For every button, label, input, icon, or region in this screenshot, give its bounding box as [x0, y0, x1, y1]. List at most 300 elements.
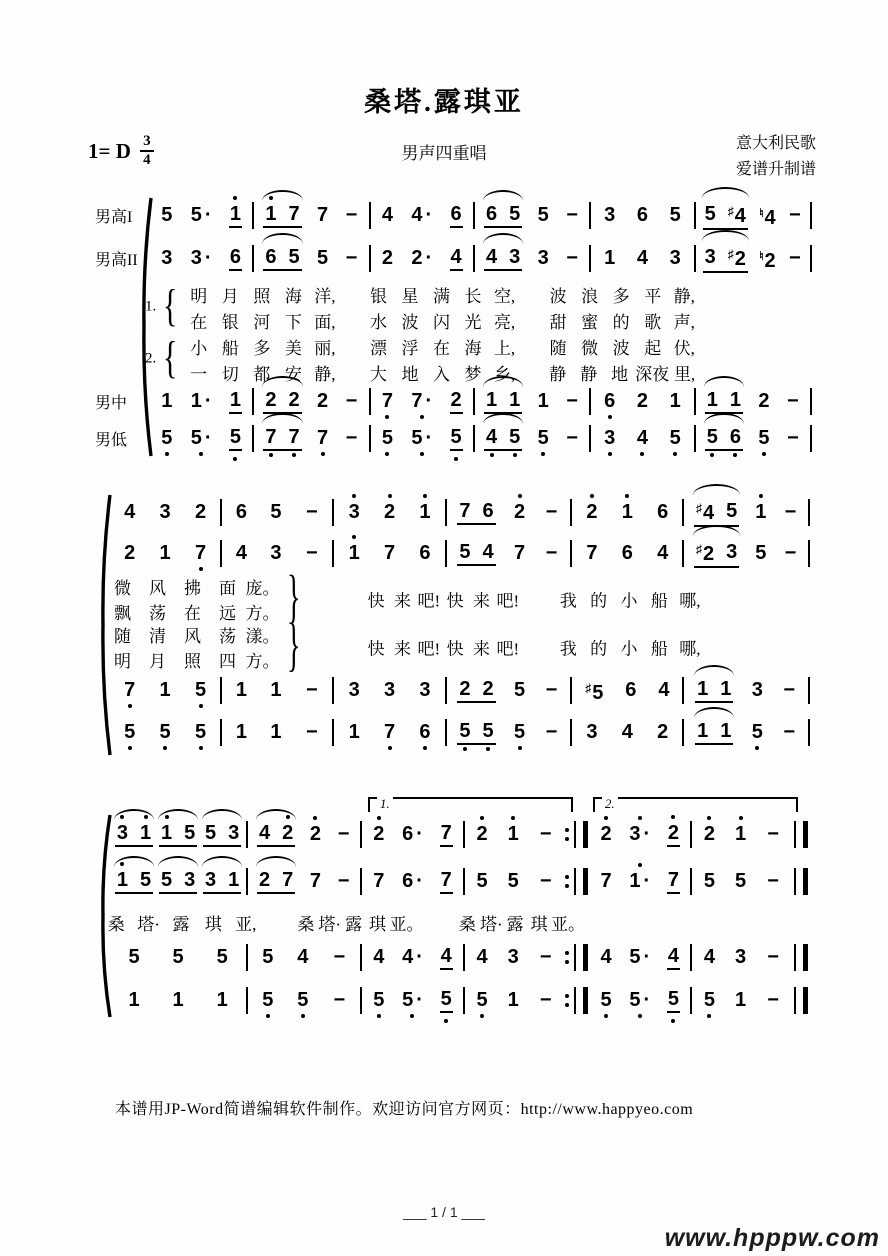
accidental: ♯	[727, 247, 734, 261]
note-group	[484, 203, 522, 228]
note	[450, 426, 463, 451]
barline	[682, 499, 684, 526]
note	[309, 870, 322, 892]
lyric-syllable: 安	[284, 365, 302, 384]
note-number: 7	[384, 721, 396, 743]
note	[383, 542, 396, 564]
octave-dot-below	[388, 746, 392, 750]
note	[190, 427, 213, 449]
note	[507, 946, 520, 968]
note-number: 1	[604, 247, 616, 269]
barline	[463, 868, 465, 895]
augmentation-dot: ·	[643, 870, 651, 892]
note	[309, 823, 322, 845]
note-number: 2	[194, 501, 207, 523]
dash: −	[545, 720, 558, 743]
barline	[570, 719, 572, 746]
note	[458, 500, 471, 522]
note-number: 1	[265, 202, 277, 225]
note-number: 5	[159, 721, 171, 743]
note	[600, 946, 613, 968]
note-number: 1	[229, 202, 241, 225]
measure	[686, 497, 806, 527]
note	[123, 542, 136, 564]
octave-dot-below	[301, 1014, 305, 1018]
note	[636, 427, 649, 449]
volta-label: 1.	[377, 797, 393, 811]
refrain-row	[363, 587, 521, 612]
note	[628, 989, 651, 1011]
lyric-row	[105, 574, 280, 599]
note-number: 5	[450, 425, 462, 448]
time-denominator: 4	[143, 152, 151, 168]
octave-dot-above	[120, 815, 124, 819]
note-number: 3	[751, 679, 763, 701]
note	[401, 870, 424, 892]
note	[264, 389, 277, 411]
repeat-dots	[565, 994, 569, 1007]
note-number: 1	[507, 823, 519, 845]
final-barline	[792, 868, 810, 895]
barline	[682, 677, 684, 704]
note	[458, 541, 471, 563]
lyric-syllable: 的	[612, 313, 630, 332]
measure	[256, 426, 366, 451]
note	[485, 426, 498, 448]
note-number: 2	[411, 247, 423, 269]
note	[725, 541, 738, 563]
note-group	[703, 243, 748, 273]
lyric-syllable: 吧!	[417, 639, 441, 659]
lyric-syllable: 随	[549, 339, 567, 358]
note	[725, 500, 738, 522]
note	[264, 426, 277, 448]
voice-line	[112, 497, 812, 527]
lyric-phrase	[542, 360, 700, 385]
note	[508, 246, 521, 268]
note-number: 7	[440, 868, 452, 891]
slur-arc	[202, 856, 242, 867]
note	[636, 247, 649, 269]
note-group	[484, 426, 522, 451]
note-number: 4	[703, 946, 715, 968]
note	[667, 945, 680, 970]
note-number: 1	[621, 501, 633, 523]
note	[160, 390, 173, 412]
measure	[112, 946, 244, 968]
measure	[373, 246, 471, 271]
barline	[360, 987, 362, 1014]
barline	[589, 245, 591, 272]
note	[507, 870, 520, 892]
lyric-syllable: 里,	[673, 365, 696, 384]
augmentation-dot: ·	[425, 204, 433, 226]
note	[281, 822, 294, 844]
barline	[332, 499, 334, 526]
note	[288, 389, 301, 411]
dash: −	[566, 203, 578, 226]
lyric-syllable: 波	[612, 339, 630, 358]
lyric-phrase	[363, 360, 521, 385]
lyric-syllable: 风	[184, 627, 201, 646]
lyric-syllable: 切	[221, 365, 239, 384]
note-number: 1	[229, 388, 241, 411]
voice-line	[112, 942, 812, 972]
origin-credit: 意大利民歌	[735, 135, 816, 152]
note	[204, 822, 217, 844]
repeat-barline	[565, 987, 590, 1014]
note-number: 3	[509, 245, 521, 268]
barline	[589, 388, 591, 415]
measure	[336, 679, 442, 701]
octave-dot-below	[673, 452, 677, 456]
final-barline	[792, 944, 810, 971]
measure	[449, 678, 569, 703]
note-number: 4	[658, 679, 670, 701]
note	[190, 390, 213, 412]
note	[628, 946, 651, 968]
lyric-row	[105, 622, 280, 647]
repeat-dots	[565, 951, 569, 964]
note-group	[695, 678, 733, 703]
voice-line	[112, 717, 812, 747]
note	[513, 542, 526, 564]
voice-line	[112, 866, 812, 896]
note	[508, 426, 521, 448]
measure	[112, 501, 218, 523]
augmentation-dot: ·	[425, 390, 433, 412]
note	[261, 946, 274, 968]
note-number: 4	[411, 204, 423, 226]
note	[703, 870, 716, 892]
lyric-syllable: 起	[644, 339, 662, 358]
note	[537, 427, 550, 449]
key-label: 1= D	[88, 138, 131, 163]
barline	[690, 944, 692, 971]
note	[513, 679, 526, 701]
dash: −	[767, 945, 779, 968]
note-number: 1	[669, 390, 681, 412]
note-group	[484, 389, 522, 414]
note	[513, 721, 526, 743]
octave-dot-below	[480, 1014, 484, 1018]
octave-dot-below	[163, 746, 167, 750]
note	[123, 679, 136, 701]
thin-bar	[574, 944, 576, 971]
thick-bar	[583, 868, 588, 895]
note-number: 5	[316, 247, 329, 269]
lyric-syllable: 桑	[297, 915, 315, 934]
note	[636, 204, 649, 226]
slur-arc	[694, 707, 734, 718]
octave-dot-below	[640, 452, 644, 456]
note-number: 5	[629, 989, 641, 1011]
note-group	[695, 720, 733, 745]
note-number: 4	[667, 944, 679, 967]
note	[383, 679, 396, 701]
dash: −	[783, 720, 796, 743]
note-number: 5	[514, 721, 526, 743]
note	[703, 989, 716, 1011]
note-group	[263, 389, 301, 414]
note-number: 5	[459, 540, 471, 563]
time-numerator: 3	[143, 133, 151, 149]
note	[476, 823, 489, 845]
note	[288, 426, 301, 448]
measure	[574, 501, 680, 523]
note-number: 5	[476, 870, 488, 892]
octave-dot-above	[638, 816, 642, 820]
note-number: 3	[586, 721, 598, 743]
dash: −	[789, 203, 801, 226]
note	[440, 988, 453, 1013]
barline	[332, 540, 334, 567]
note-group	[263, 246, 301, 271]
voice-line	[152, 423, 814, 453]
note-number: 4	[636, 427, 648, 449]
measure	[250, 822, 358, 847]
note-number: 5	[140, 868, 152, 891]
lyric-syllable: 来	[472, 591, 490, 611]
lyric-syllable: 静,	[314, 365, 336, 384]
thin-bar	[794, 821, 796, 848]
note-number: 5	[124, 721, 136, 743]
measure	[364, 945, 460, 970]
note	[159, 721, 172, 743]
octave-dot-below	[755, 746, 759, 750]
dash: −	[305, 500, 318, 523]
lyric-phrase	[294, 910, 424, 935]
lyric-syllable: 多	[253, 339, 271, 358]
note	[296, 946, 309, 968]
note	[584, 677, 604, 704]
note-group	[203, 822, 241, 847]
thin-bar	[794, 987, 796, 1014]
lyric-syllable: 清	[149, 627, 166, 646]
lyric-syllable: 银	[221, 313, 239, 332]
note	[127, 989, 140, 1011]
note-number: 7	[586, 542, 598, 564]
octave-dot-below	[420, 452, 424, 456]
note-number: 1	[172, 989, 184, 1011]
note	[216, 946, 229, 968]
note-number: 1	[270, 721, 282, 743]
lyric-phrase	[363, 334, 521, 359]
note-number: 5	[758, 427, 770, 449]
note-number: 2	[384, 501, 396, 523]
measure	[250, 869, 358, 894]
barline	[810, 245, 812, 272]
note	[372, 946, 385, 968]
note	[669, 427, 682, 449]
lyric-syllable: 上,	[493, 339, 516, 358]
note	[381, 427, 394, 449]
lyric-phrase	[542, 334, 700, 359]
note	[734, 870, 747, 892]
slur-arc	[483, 233, 523, 244]
measure	[112, 679, 218, 701]
barline	[570, 677, 572, 704]
note	[600, 823, 613, 845]
measure	[449, 720, 569, 745]
lyric-syllable: 远	[219, 604, 236, 623]
note-number: 2	[288, 388, 300, 411]
note-number: 2	[764, 249, 776, 272]
note-number: 4	[297, 946, 309, 968]
volta-label: 2.	[602, 797, 618, 811]
note-number: 5	[704, 202, 716, 225]
lyric-pair	[105, 613, 765, 679]
note-group	[457, 678, 495, 703]
thick-bar	[583, 987, 588, 1014]
note-number: 4	[373, 946, 385, 968]
note	[172, 989, 185, 1011]
measure	[373, 203, 471, 228]
note-number: 1	[755, 501, 767, 523]
accidental: ♯	[727, 204, 734, 218]
barline	[332, 719, 334, 746]
note	[418, 501, 431, 523]
dash: −	[305, 678, 318, 701]
octave-dot-below	[377, 1014, 381, 1018]
note-number: 5	[669, 427, 681, 449]
dash: −	[784, 500, 797, 523]
note-number: 6	[235, 501, 248, 523]
note	[585, 501, 598, 523]
lyric-syllable: 照	[184, 652, 201, 671]
octave-dot-above	[671, 815, 675, 819]
note-number: 7	[381, 390, 393, 412]
dash: −	[789, 246, 801, 269]
note-number: 5	[667, 987, 679, 1010]
note	[585, 542, 598, 564]
lyric-row	[105, 599, 280, 624]
measure	[256, 203, 366, 228]
note	[227, 822, 240, 844]
note-number: 4	[621, 721, 633, 743]
lyric-syllable: 船	[650, 591, 668, 611]
barline	[690, 821, 692, 848]
note	[235, 542, 248, 564]
slur-arc	[702, 187, 749, 198]
note	[139, 869, 152, 891]
note-number: 5	[629, 946, 641, 968]
barline	[808, 677, 810, 704]
barline	[360, 944, 362, 971]
note-number: 3	[726, 540, 738, 563]
measure	[477, 389, 587, 414]
octave-dot-below	[385, 415, 389, 419]
lyric-syllable: 微	[114, 579, 131, 598]
dash: −	[345, 246, 358, 269]
note-number: 7	[600, 870, 612, 892]
note	[381, 204, 394, 226]
measure	[694, 823, 790, 846]
octave-dot-below	[410, 1014, 414, 1018]
lyric-syllable: 拂	[184, 579, 201, 598]
note	[348, 679, 361, 701]
measure	[592, 945, 688, 970]
lyric-syllable: 空,	[493, 287, 516, 306]
note-number: 5	[172, 946, 184, 968]
note-number: 2	[316, 390, 329, 412]
note-number: 5	[229, 425, 241, 448]
augmentation-dot: ·	[425, 427, 433, 449]
lyric-row	[183, 282, 700, 307]
slur-arc	[702, 230, 749, 241]
accidental: ♮	[759, 205, 764, 220]
note-number: 5	[411, 427, 423, 449]
note	[719, 678, 732, 700]
note	[727, 200, 747, 227]
lyric-syllable: 在	[184, 604, 201, 623]
note-number: 5	[190, 427, 202, 449]
note	[667, 988, 680, 1013]
note-number: 5	[262, 946, 274, 968]
lyric-syllable: 河	[253, 313, 271, 332]
note	[657, 679, 670, 701]
voice-line	[152, 200, 814, 230]
note-number: 2	[636, 390, 648, 412]
voice-line	[112, 675, 812, 705]
dash: −	[767, 822, 779, 845]
note-number: 1	[629, 870, 641, 892]
lyric-syllable: 明	[114, 652, 131, 671]
octave-dot-above	[313, 816, 317, 820]
volta-bracket-2	[593, 797, 798, 812]
note-number: 7	[124, 679, 136, 701]
thin-bar	[794, 944, 796, 971]
octave-dot-below	[321, 452, 325, 456]
note-number: 2	[482, 677, 494, 700]
note	[703, 946, 716, 968]
note-number: 3	[604, 427, 616, 449]
note	[418, 542, 431, 564]
lyric-phrase	[183, 334, 341, 359]
dash: −	[566, 246, 578, 269]
octave-dot-below	[444, 1019, 448, 1023]
note-number: 5	[514, 679, 526, 701]
note-number: 5	[402, 989, 414, 1011]
lyric-syllable: 浮	[401, 339, 419, 358]
lyric-syllable: 入	[433, 365, 450, 384]
lyric-syllable: 来	[472, 639, 490, 659]
note	[410, 204, 433, 226]
note	[603, 247, 616, 269]
note	[235, 721, 248, 743]
barline	[246, 821, 248, 848]
barline	[369, 425, 371, 452]
measure	[467, 946, 563, 969]
barline	[589, 202, 591, 229]
octave-dot-above	[144, 815, 148, 819]
note	[261, 989, 274, 1011]
note	[706, 389, 719, 411]
note-group	[115, 822, 153, 847]
measure	[593, 390, 691, 412]
measure	[373, 426, 471, 451]
lyric-syllable: 在	[433, 339, 450, 358]
note	[123, 501, 136, 523]
octave-dot-above	[638, 863, 642, 867]
measure	[694, 946, 790, 969]
note-number: 1	[161, 390, 173, 412]
song-title: 桑塔.露琪亚	[364, 87, 524, 117]
measure	[224, 542, 330, 565]
note	[537, 204, 550, 226]
note-number: 7	[459, 499, 471, 522]
augmentation-dot: ·	[204, 427, 212, 449]
